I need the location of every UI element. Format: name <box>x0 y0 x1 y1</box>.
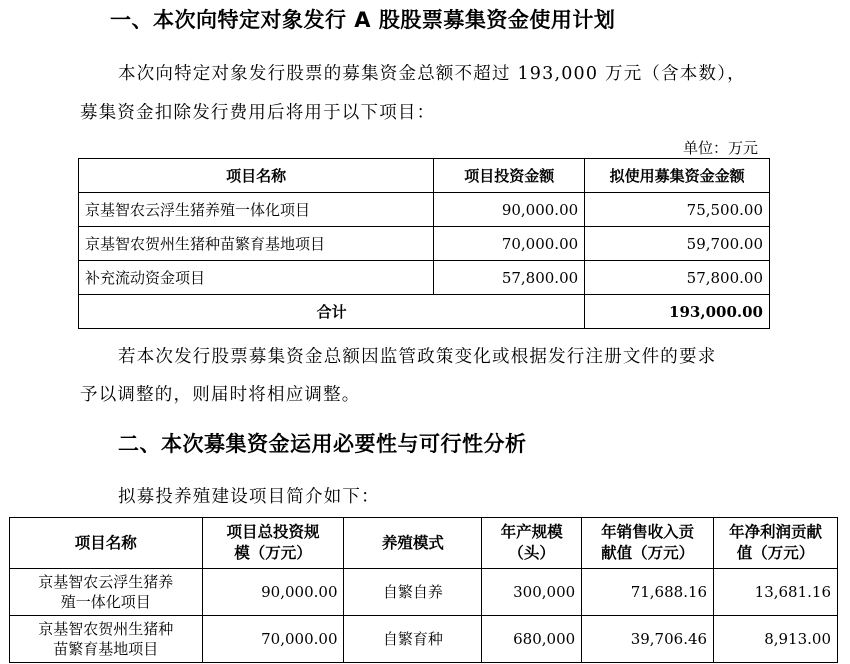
breeding-mode-cell: 自繁育种 <box>344 616 482 663</box>
table-row <box>10 616 838 663</box>
section2-title: 二、本次募集资金运用必要性与可行性分析 <box>118 432 527 456</box>
project-name-cell: 京基智农云浮生猪养 殖一体化项目 <box>10 569 203 616</box>
col-header: 年销售收入贡 献值（万元） <box>582 518 714 569</box>
annual-revenue-cell: 71,688.16 <box>582 569 714 616</box>
section1-para2-line2: 予以调整的，则届时将相应调整。 <box>80 385 361 405</box>
investment-cell: 57,800.00 <box>434 261 585 295</box>
project-name-cell: 京基智农贺州生猪种苗繁育基地项目 <box>79 227 434 261</box>
raised-funds-cell: 57,800.00 <box>585 261 770 295</box>
total-investment-cell: 70,000.00 <box>202 616 344 663</box>
annual-scale-cell: 680,000 <box>482 616 582 663</box>
table-row <box>79 193 770 227</box>
project-name-cell: 京基智农贺州生猪种 苗繁育基地项目 <box>10 616 203 663</box>
table-header-row <box>10 518 838 569</box>
section1-para1-line2: 募集资金扣除发行费用后将用于以下项目： <box>80 103 436 123</box>
annual-scale-cell: 300,000 <box>482 569 582 616</box>
table-row <box>10 569 838 616</box>
raised-funds-cell: 75,500.00 <box>585 193 770 227</box>
section1-para1-line1: 本次向特定对象发行股票的募集资金总额不超过 193,000 万元（含本数）， <box>118 64 746 84</box>
project-name-cell: 京基智农云浮生猪养殖一体化项目 <box>79 193 434 227</box>
section2-intro: 拟募投养殖建设项目简介如下： <box>118 487 380 507</box>
raised-funds-cell: 59,700.00 <box>585 227 770 261</box>
col-header: 项目总投资规 模（万元） <box>202 518 344 569</box>
total-value: 193,000.00 <box>585 295 770 329</box>
funding-table <box>78 158 770 329</box>
section1-title: 一、本次向特定对象发行 A 股股票募集资金使用计划 <box>110 8 616 32</box>
annual-profit-cell: 8,913.00 <box>714 616 838 663</box>
table-total-row <box>79 295 770 329</box>
col-header: 项目名称 <box>79 159 434 193</box>
table-row <box>79 227 770 261</box>
project-summary-table <box>9 517 838 663</box>
col-header: 项目名称 <box>10 518 203 569</box>
investment-cell: 90,000.00 <box>434 193 585 227</box>
investment-cell: 70,000.00 <box>434 227 585 261</box>
section1-para2-line1: 若本次发行股票募集资金总额因监管政策变化或根据发行注册文件的要求 <box>118 347 717 367</box>
unit-label: 单位：万元 <box>683 139 759 157</box>
col-header: 年产规模 （头） <box>482 518 582 569</box>
col-header: 年净利润贡献 值（万元） <box>714 518 838 569</box>
col-header: 项目投资金额 <box>434 159 585 193</box>
annual-revenue-cell: 39,706.46 <box>582 616 714 663</box>
total-investment-cell: 90,000.00 <box>202 569 344 616</box>
table-row <box>79 261 770 295</box>
table-header-row <box>79 159 770 193</box>
col-header: 拟使用募集资金金额 <box>585 159 770 193</box>
total-label: 合计 <box>79 295 585 329</box>
breeding-mode-cell: 自繁自养 <box>344 569 482 616</box>
col-header: 养殖模式 <box>344 518 482 569</box>
project-name-cell: 补充流动资金项目 <box>79 261 434 295</box>
annual-profit-cell: 13,681.16 <box>714 569 838 616</box>
